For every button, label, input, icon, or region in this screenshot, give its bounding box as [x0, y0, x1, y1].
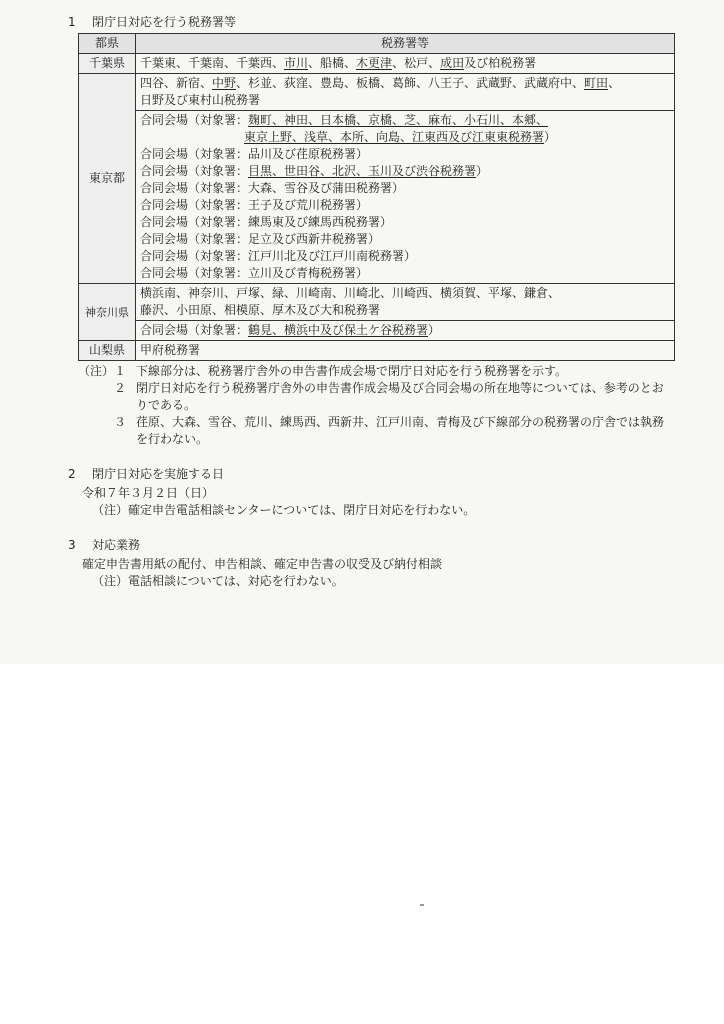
tokyo-joint-1-underlined-1: 麹町、神田、日本橋、京橋、芝、麻布、小石川、本郷、 [248, 113, 549, 127]
tokyo-joint-1-line-2 [140, 129, 670, 146]
section-2-title [68, 466, 668, 483]
tokyo-joint-6: 合同会場（対象署：練馬東及び練馬西税務署） [140, 215, 393, 229]
section-3-body: 確定申告書用紙の配付、申告相談、確定申告書の収受及び納付相談 [82, 557, 443, 571]
tokyo-joint-3-suffix: ） [476, 164, 489, 178]
note-3-text: 荏原、大森、雪谷、荒川、練馬西、西新井、江戸川南、青梅及び下線部分の税務署の庁舎では執務を行わない。 [136, 415, 665, 446]
tokyo-joint-1-prefix: 合同会場（対象署： [140, 113, 249, 127]
tokyo-text-1: 四谷、新宿、 [140, 76, 213, 90]
kanagawa-line-1: 横浜南、神奈川、戸塚、緑、川崎南、川崎北、川崎西、横須賀、平塚、鎌倉、 [140, 286, 561, 300]
note-2 [78, 380, 668, 414]
offices-chiba [136, 54, 675, 74]
section-3 [68, 537, 668, 590]
pref-kanagawa: 神奈川県 [79, 284, 136, 341]
kanagawa-joint [140, 322, 670, 339]
table-row-yamanashi [79, 341, 675, 361]
offices-kanagawa-main [136, 284, 675, 321]
section-3-heading: 対応業務 [92, 538, 141, 552]
tokyo-main-line-1 [140, 75, 670, 92]
note-3 [78, 414, 668, 448]
table-row-tokyo-main [79, 74, 675, 111]
offices-tokyo-joint [136, 111, 675, 284]
tokyo-joint-1-suffix: ） [544, 130, 557, 144]
tokyo-joint-4: 合同会場（対象署：大森、雪谷及び蒲田税務署） [140, 181, 405, 195]
note-2-label: ２ [113, 381, 126, 395]
section-2-date: 令和７年３月２日（日） [82, 486, 215, 500]
section-2 [68, 466, 668, 519]
table-row-kanagawa-main [79, 284, 675, 321]
tokyo-joint-7: 合同会場（対象署：足立及び西新井税務署） [140, 232, 381, 246]
pref-chiba: 千葉県 [79, 54, 136, 74]
pref-yamanashi: 山梨県 [79, 341, 136, 361]
table-row-tokyo-joint [79, 111, 675, 284]
chiba-text-1: 千葉東、千葉南、千葉西、 [140, 56, 285, 70]
kanagawa-joint-underlined: 鶴見、横浜中及び保土ケ谷税務署 [248, 323, 429, 337]
tokyo-joint-3-underlined: 目黒、世田谷、北沢、玉川及び渋谷税務署 [248, 164, 477, 178]
offices-yamanashi: 甲府税務署 [136, 341, 675, 361]
scan-speck [420, 904, 424, 906]
section-2-note: （注）確定申告電話相談センターについては、閉庁日対応を行わない。 [92, 503, 476, 517]
chiba-underlined-3: 成田 [440, 56, 465, 70]
section-2-number: 2 [68, 467, 76, 481]
tokyo-joint-1-underlined-2: 東京上野、浅草、本所、向島、江東西及び江東東税務署 [244, 130, 545, 144]
section-1-heading: 閉庁日対応を行う税務署等 [92, 15, 237, 29]
note-3-label: ３ [113, 415, 126, 429]
chiba-underlined-1: 市川 [284, 56, 309, 70]
tokyo-joint-2: 合同会場（対象署：品川及び荏原税務署） [140, 147, 369, 161]
table-row-chiba [79, 54, 675, 74]
table-row-kanagawa-joint [79, 321, 675, 341]
section-1-notes [78, 363, 668, 448]
tokyo-joint-9: 合同会場（対象署：立川及び青梅税務署） [140, 266, 369, 280]
offices-tokyo-main [136, 74, 675, 111]
chiba-underlined-2: 木更津 [356, 56, 393, 70]
kanagawa-joint-suffix: ） [428, 323, 441, 337]
header-prefecture: 都県 [79, 34, 136, 54]
tokyo-underlined-2: 町田 [584, 76, 609, 90]
tokyo-underlined-1: 中野 [212, 76, 237, 90]
pref-tokyo: 東京都 [79, 74, 136, 284]
tokyo-joint-5: 合同会場（対象署：王子及び荒川税務署） [140, 198, 369, 212]
tokyo-joint-8: 合同会場（対象署：江戸川北及び江戸川南税務署） [140, 249, 417, 263]
tokyo-text-2: 、杉並、荻窪、豊島、板橋、葛飾、八王子、武蔵野、武蔵府中、 [236, 76, 585, 90]
section-2-heading: 閉庁日対応を実施する日 [92, 467, 225, 481]
tokyo-main-line-2: 日野及び東村山税務署 [140, 93, 261, 107]
section-3-number: 3 [68, 538, 76, 552]
tax-office-table [78, 33, 675, 361]
chiba-text-4: 及び柏税務署 [464, 56, 537, 70]
note-1-text: 下線部分は、税務署庁舎外の申告書作成会場で閉庁日対応を行う税務署を示す。 [136, 364, 568, 378]
tokyo-text-3: 、 [608, 76, 621, 90]
note-2-text: 閉庁日対応を行う税務署庁舎外の申告書作成会場及び合同会場の所在地等については、参考のとおりである。 [136, 381, 664, 412]
kanagawa-line-2: 藤沢、小田原、相模原、厚木及び大和税務署 [140, 303, 381, 317]
table-header-row [79, 34, 675, 54]
note-1-label: （注）１ [78, 364, 127, 378]
tokyo-joint-1-line-1 [140, 112, 670, 129]
section-1-number: 1 [68, 15, 76, 29]
chiba-text-3: 、松戸、 [392, 56, 441, 70]
section-1-title [68, 14, 668, 31]
section-3-note: （注）電話相談については、対応を行わない。 [92, 574, 344, 588]
note-1 [78, 363, 668, 380]
tokyo-joint-3-prefix: 合同会場（対象署： [140, 164, 249, 178]
header-offices: 税務署等 [136, 34, 675, 54]
section-3-title [68, 537, 668, 554]
offices-kanagawa-joint [136, 321, 675, 341]
tokyo-joint-3 [140, 163, 670, 180]
chiba-text-2: 、船橋、 [308, 56, 357, 70]
kanagawa-joint-prefix: 合同会場（対象署： [140, 323, 249, 337]
document-content [68, 14, 668, 590]
